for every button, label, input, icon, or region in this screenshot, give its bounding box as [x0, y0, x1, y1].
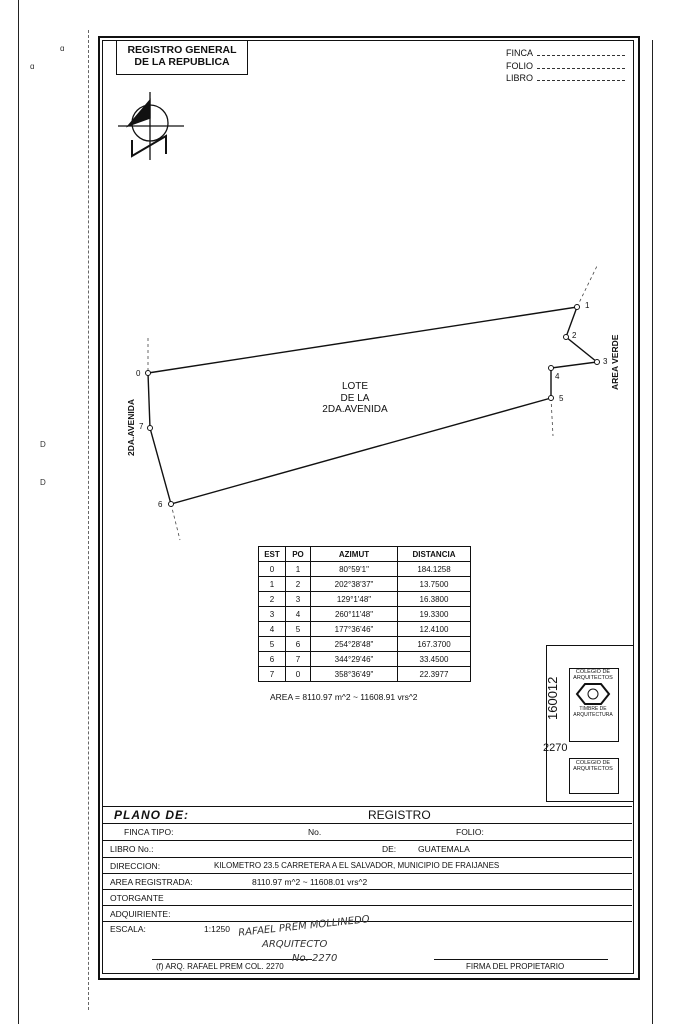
cell: 13.7500 — [398, 577, 471, 592]
de-label: DE: — [382, 844, 397, 854]
point-label: 7 — [139, 422, 144, 431]
otorgante-label: OTORGANTE — [110, 893, 164, 903]
col-header: PO — [286, 547, 311, 562]
point-label: 3 — [603, 357, 608, 366]
lot-label-line: 2DA.AVENIDA — [322, 404, 388, 415]
stamp-handwritten: 2270 — [543, 742, 568, 754]
stamp-title — [569, 669, 617, 681]
point-label: 0 — [136, 369, 141, 378]
cell: 344°29'46" — [311, 652, 398, 667]
libro-no-label: LIBRO No.: — [110, 844, 154, 854]
owner-signature-label: FIRMA DEL PROPIETARIO — [466, 962, 565, 971]
point-label: 4 — [555, 372, 560, 381]
area-summary: AREA = 8110.97 m^2 ~ 11608.91 vrs^2 — [270, 692, 418, 702]
signature-label: (f) ARQ. RAFAEL PREM COL. 2270 — [156, 962, 284, 971]
table-row — [259, 652, 471, 667]
stamp-emblem-icon — [571, 682, 615, 706]
point-label: 2 — [572, 331, 577, 340]
point-label: 5 — [559, 394, 564, 403]
right-area-label: AREA VERDE — [610, 334, 620, 390]
handwritten-title: ARQUITECTO — [262, 939, 328, 950]
stamp-sub: TIMBRE DE ARQUITECTURA — [573, 706, 613, 718]
cell: 6 — [259, 652, 286, 667]
stamp-title-line: COLEGIO DE — [575, 669, 611, 675]
point-label: 6 — [158, 500, 163, 509]
cell: 167.3700 — [398, 637, 471, 652]
cell: 80°59'1" — [311, 562, 398, 577]
cell: 16.3800 — [398, 592, 471, 607]
form-row — [102, 841, 632, 858]
point-label: 1 — [585, 301, 590, 310]
cell: 3 — [286, 592, 311, 607]
cell: 129°1'48" — [311, 592, 398, 607]
margin-mark: ɑ — [60, 44, 65, 53]
table-row — [259, 637, 471, 652]
cell: 1 — [286, 562, 311, 577]
col-header: AZIMUT — [311, 547, 398, 562]
cell: 1 — [259, 577, 286, 592]
finca-tipo-label: FINCA TIPO: — [124, 827, 174, 837]
direccion-label: DIRECCION: — [110, 861, 161, 871]
cell: 0 — [259, 562, 286, 577]
registry-line1: REGISTRO GENERAL — [127, 44, 237, 56]
no-label: No. — [308, 827, 322, 837]
de-value: GUATEMALA — [418, 844, 470, 854]
cell: 33.4500 — [398, 652, 471, 667]
cell: 3 — [259, 607, 286, 622]
folio-label: FOLIO — [506, 61, 534, 71]
lot-label-line: DE LA — [340, 392, 370, 404]
north-arrow-icon — [118, 92, 184, 160]
table-row — [259, 667, 471, 682]
folio-label: FOLIO: — [456, 827, 484, 837]
cell: 4 — [259, 622, 286, 637]
architect-stamp — [543, 645, 634, 802]
area-registrada-label: AREA REGISTRADA: — [110, 877, 193, 887]
survey-table — [258, 546, 471, 682]
finca-label: FINCA — [506, 48, 533, 58]
cell: 202°38'37" — [311, 577, 398, 592]
table-row — [259, 562, 471, 577]
form-row — [102, 874, 632, 890]
cell: 19.3300 — [398, 607, 471, 622]
cell: 7 — [286, 652, 311, 667]
left-street-label: 2DA.AVENIDA — [126, 399, 136, 456]
col-header: EST — [259, 547, 286, 562]
margin-mark: ɑ — [30, 62, 35, 71]
cell: 358°36'49" — [311, 667, 398, 682]
plano-de-label: PLANO DE: — [114, 808, 189, 822]
table-row — [259, 577, 471, 592]
cell: 184.1258 — [398, 562, 471, 577]
form-row — [102, 824, 632, 841]
registry-line2: DE LA REPUBLICA — [134, 56, 230, 68]
cell: 0 — [286, 667, 311, 682]
form-row — [102, 890, 632, 906]
stamp-title-line: ARQUITECTOS — [573, 675, 613, 681]
stamp-title-line: ARQUITECTOS — [573, 766, 613, 772]
adquiriente-label: ADQUIRIENTE: — [110, 909, 171, 919]
table-row — [259, 592, 471, 607]
title-block — [102, 806, 632, 973]
lot-label — [300, 381, 410, 416]
margin-mark: D — [40, 440, 46, 449]
cell: 254°28'48" — [311, 637, 398, 652]
cell: 260°11'48" — [311, 607, 398, 622]
cell: 6 — [286, 637, 311, 652]
cell: 4 — [286, 607, 311, 622]
col-header: DISTANCIA — [398, 547, 471, 562]
escala-label: ESCALA: — [110, 924, 146, 934]
table-row — [259, 607, 471, 622]
cell: 177°36'46" — [311, 622, 398, 637]
libro-label: LIBRO — [506, 73, 534, 83]
handwritten-number: No. 2270 — [292, 953, 338, 964]
stamp-title-2 — [569, 760, 617, 772]
cell: 12.4100 — [398, 622, 471, 637]
registro-label: REGISTRO — [368, 808, 431, 822]
cell: 2 — [286, 577, 311, 592]
handwritten-name: RAFAEL PREM MOLLINEDO — [237, 914, 371, 939]
escala-value: 1:1250 — [204, 924, 230, 934]
area-registrada-value: 8110.97 m^2 ~ 11608.01 vrs^2 — [252, 877, 368, 887]
direccion-value: KILOMETRO 23.5 CARRETERA A EL SALVADOR, MUNICIPIO DE FRAIJANES — [214, 861, 500, 870]
cell: 7 — [259, 667, 286, 682]
stamp-title-line: COLEGIO DE — [575, 760, 611, 766]
form-row — [102, 858, 632, 874]
cell: 2 — [259, 592, 286, 607]
cell: 5 — [259, 637, 286, 652]
cell: 22.3977 — [398, 667, 471, 682]
stamp-number: 160012 — [545, 676, 560, 720]
table-row — [259, 622, 471, 637]
margin-mark: D — [40, 478, 46, 487]
lot-label-line: LOTE — [341, 381, 369, 392]
cell: 5 — [286, 622, 311, 637]
form-row — [102, 807, 632, 824]
